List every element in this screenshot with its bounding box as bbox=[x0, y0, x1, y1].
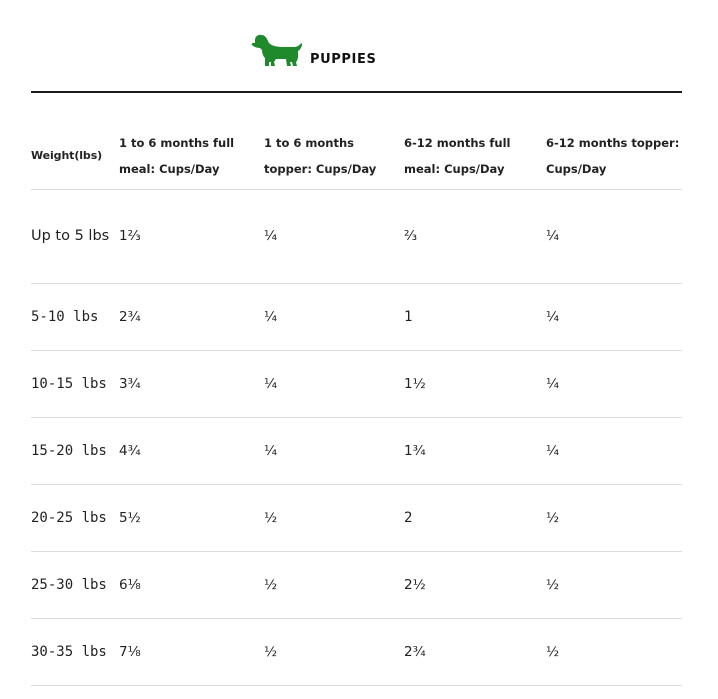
table-row bbox=[31, 552, 682, 619]
table-cell: ¼ bbox=[264, 418, 404, 485]
table-header-row bbox=[31, 122, 682, 190]
dog-icon bbox=[251, 34, 303, 68]
table-row bbox=[31, 190, 682, 284]
table-cell: 2 bbox=[404, 485, 546, 552]
column-header-6to12-topper: 6-12 months topper: Cups/Day bbox=[546, 122, 682, 190]
table-cell: ½ bbox=[546, 485, 682, 552]
weight-cell: 15-20 lbs bbox=[31, 418, 119, 485]
weight-cell: 5-10 lbs bbox=[31, 284, 119, 351]
column-header-1to6-full: 1 to 6 months full meal: Cups/Day bbox=[119, 122, 264, 190]
table-row bbox=[31, 284, 682, 351]
header-divider bbox=[31, 91, 682, 93]
table-cell: 4¾ bbox=[119, 418, 264, 485]
table-cell: ½ bbox=[546, 619, 682, 686]
table-cell: ½ bbox=[264, 552, 404, 619]
weight-cell: 25-30 lbs bbox=[31, 552, 119, 619]
table-cell: ¼ bbox=[264, 190, 404, 284]
table-cell: 2¾ bbox=[119, 284, 264, 351]
table-cell: 2½ bbox=[404, 552, 546, 619]
page-title: PUPPIES bbox=[310, 52, 377, 67]
table-cell: 5½ bbox=[119, 485, 264, 552]
table-cell: 1⅔ bbox=[119, 190, 264, 284]
table-cell: ¼ bbox=[264, 351, 404, 418]
table-cell: ¼ bbox=[546, 418, 682, 485]
table-cell: ½ bbox=[546, 552, 682, 619]
table-cell: ½ bbox=[264, 619, 404, 686]
section-header bbox=[0, 0, 718, 92]
table-cell: 2¾ bbox=[404, 619, 546, 686]
column-header-6to12-full: 6-12 months full meal: Cups/Day bbox=[404, 122, 546, 190]
column-header-weight: Weight(lbs) bbox=[31, 122, 119, 190]
table-cell: ¼ bbox=[546, 190, 682, 284]
table-cell: ½ bbox=[264, 485, 404, 552]
table-row bbox=[31, 351, 682, 418]
table-cell: ¼ bbox=[546, 284, 682, 351]
weight-cell: Up to 5 lbs bbox=[31, 190, 119, 284]
table-row bbox=[31, 619, 682, 686]
weight-cell: 10-15 lbs bbox=[31, 351, 119, 418]
table-cell: ¼ bbox=[264, 284, 404, 351]
table-row bbox=[31, 418, 682, 485]
weight-cell: 20-25 lbs bbox=[31, 485, 119, 552]
weight-cell: 30-35 lbs bbox=[31, 619, 119, 686]
table-cell: 1 bbox=[404, 284, 546, 351]
feeding-table bbox=[31, 122, 682, 686]
table-cell: 6⅛ bbox=[119, 552, 264, 619]
column-header-1to6-topper: 1 to 6 months topper: Cups/Day bbox=[264, 122, 404, 190]
table-cell: ¼ bbox=[546, 351, 682, 418]
table-row bbox=[31, 485, 682, 552]
table-cell: 7⅛ bbox=[119, 619, 264, 686]
table-cell: ⅔ bbox=[404, 190, 546, 284]
table-cell: 1½ bbox=[404, 351, 546, 418]
table-cell: 1¾ bbox=[404, 418, 546, 485]
table-cell: 3¾ bbox=[119, 351, 264, 418]
